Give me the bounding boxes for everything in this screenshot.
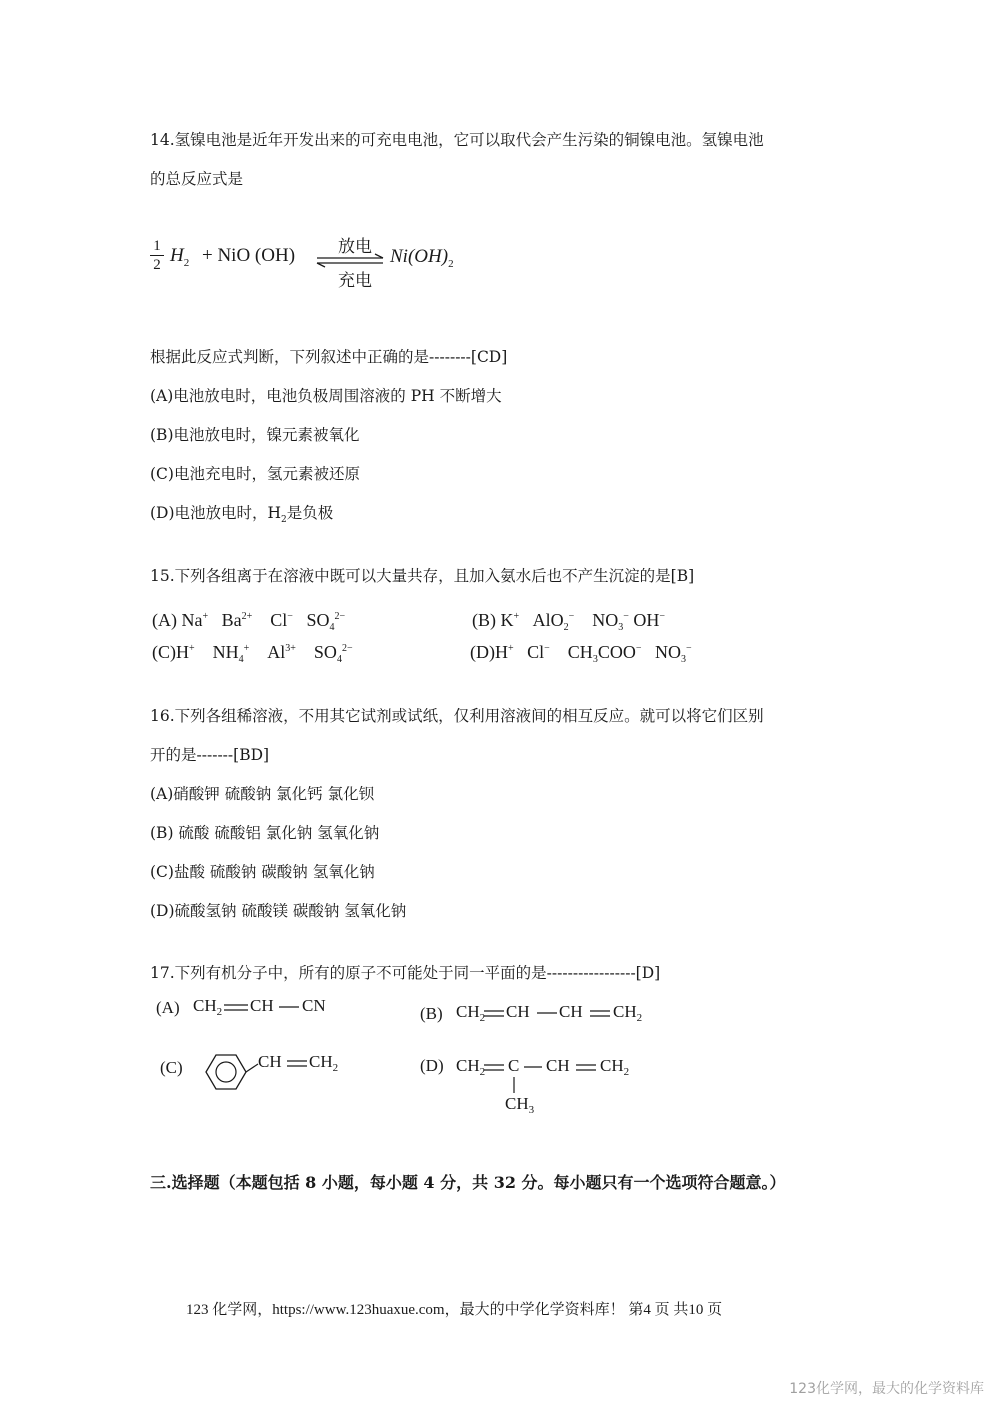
page-footer: 123 化学网，https://www.123huaxue.com，最大的中学化学资料库！ 第4 页 共10 页 [186,1302,723,1318]
q16-option-b: (B) 硫酸 硫酸铝 氯化钠 氢氧化钠 [150,824,380,842]
q17-option-d-label: (D) [420,1056,444,1075]
q17-option-c-label: (C) [160,1058,183,1077]
q17-c-ch: CH [258,1052,282,1071]
equation-fraction [150,238,164,273]
q14-stem: 根据此反应式判断，下列叙述中正确的是--------[CD] [150,348,508,366]
double-bond-icon [224,1004,250,1012]
single-bond-icon [524,1066,544,1070]
q17-c-ch2: $CH_2$ [309,1052,339,1074]
q15-option-b: (B) K+ AlO$_2$− $NO_3^-$ OH− [472,610,666,633]
q17-d-ch: CH [546,1056,570,1075]
q14-option-c: (C)电池充电时，氢元素被还原 [150,465,360,483]
q17-stem: 17.下列有机分子中，所有的原子不可能处于同一平面的是-----------------[D] [150,964,661,982]
benzene-ring-icon [200,1050,260,1094]
q17-option-a-label: (A) [156,998,180,1017]
single-bond-icon [537,1012,559,1016]
q17-d-ch2-left: $CH_2$ [456,1056,486,1078]
q14-line1: 14.氢镍电池是近年开发出来的可充电电池，它可以取代会产生污染的铜镍电池。氢镍电池 [150,131,764,149]
q17-b-ch-1: CH [506,1002,530,1021]
single-bond-icon [279,1006,301,1010]
q17-b-ch-2: CH [559,1002,583,1021]
equation-product: $Ni(OH)_2$ [390,246,454,270]
q17-d-ch2-right: $CH_2$ [600,1056,630,1078]
arrow-label-discharge: 放电 [338,237,372,257]
q17-a-ch: CH [250,996,274,1015]
q14-option-d: (D)电池放电时，$H_2$是负极 [150,504,334,526]
q17-a-ch2: $CH_2$ [193,996,223,1018]
fraction-denominator: 2 [153,257,161,273]
double-bond-icon [576,1064,598,1072]
q17-b-ch2-left: $CH_2$ [456,1002,486,1024]
q17-b-ch2-right: $CH_2$ [613,1002,643,1024]
double-bond-icon [590,1010,612,1018]
double-bond-icon [484,1064,506,1072]
watermark: 123化学网，最大的化学资料库 [789,1381,984,1397]
section-3-heading: 三.选择题（本题包括 8 小题，每小题 4 分，共 32 分。每小题只有一个选项符合题意。） [150,1173,786,1192]
q17-a-cn: CN [302,996,326,1015]
q14-line2: 的总反应式是 [150,170,244,188]
q15-option-d: (D)H+ Cl− $CH_3COO^-$ $NO_3^-$ [470,642,692,665]
q16-option-d: (D)硫酸氢钠 硫酸镁 碳酸钠 氢氧化钠 [150,902,407,920]
q15-option-c: (C)H+ $NH_4^+$ $Al^{3+}$ $SO_4^{2-}$ [152,642,353,665]
q15-option-a: (A) Na+ $Ba^{2+}$ Cl− $SO_4^{2-}$ [152,610,346,633]
q17-d-c: C [508,1056,520,1075]
q14-equation [150,232,480,292]
q14-option-b: (B)电池放电时，镍元素被氧化 [150,426,360,444]
arrow-label-charge: 充电 [338,271,372,291]
q17-option-b-label: (B) [420,1004,443,1023]
q17-d-ch3: $CH_3$ [505,1094,535,1116]
double-bond-icon [484,1010,506,1018]
q16-line1: 16.下列各组稀溶液，不用其它试剂或试纸，仅利用溶液间的相互反应。就可以将它们区别 [150,707,764,725]
double-bond-icon [287,1060,309,1068]
equation-h2: $H_2$ [170,245,190,269]
q16-option-a: (A)硝酸钾 硫酸钠 氯化钙 氯化钡 [150,785,375,803]
q16-line2: 开的是-------[BD] [150,746,270,764]
fraction-numerator: 1 [153,238,161,254]
equation-reactant: + NiO (OH) [202,245,296,266]
q15-stem: 15.下列各组离于在溶液中既可以大量共存，且加入氨水后也不产生沉淀的是[B] [150,567,695,585]
q14-option-a: (A)电池放电时，电池负极周围溶液的 PH 不断增大 [150,387,502,405]
vertical-bond-icon [513,1077,517,1095]
q16-option-c: (C)盐酸 硫酸钠 碳酸钠 氢氧化钠 [150,863,375,881]
